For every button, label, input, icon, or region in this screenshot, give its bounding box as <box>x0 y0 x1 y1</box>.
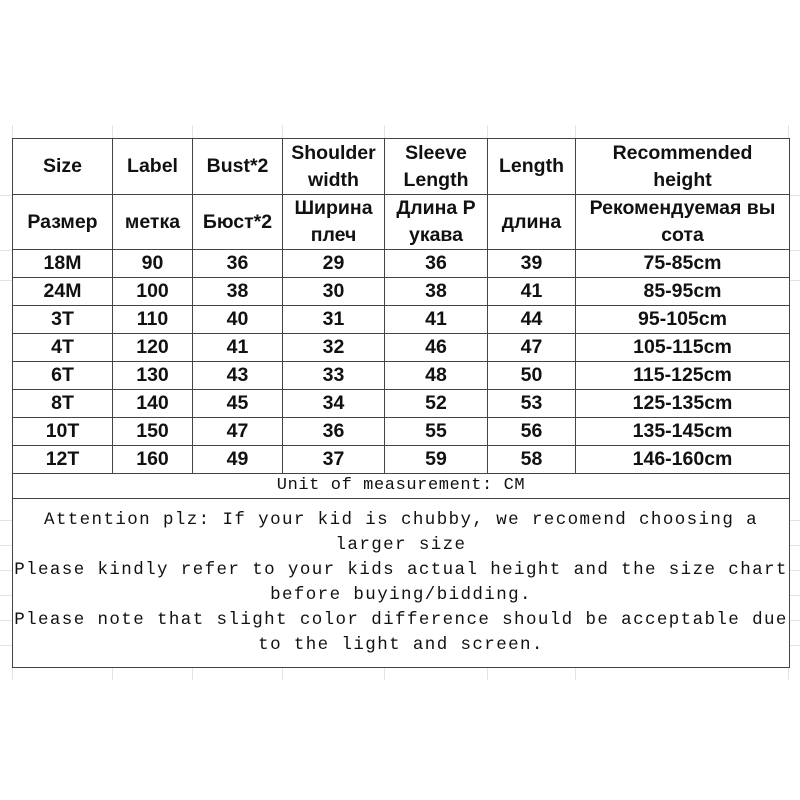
table-cell: 8T <box>13 390 113 418</box>
table-row <box>13 362 790 390</box>
header-sleeve: Sleeve Length <box>385 139 488 195</box>
header-length: Length <box>488 139 576 195</box>
table-cell: 36 <box>283 418 385 446</box>
table-cell: 30 <box>283 278 385 306</box>
table-cell: 140 <box>113 390 193 418</box>
table-cell: 90 <box>113 250 193 278</box>
table-cell: 33 <box>283 362 385 390</box>
header-ru-length: длина <box>488 195 576 250</box>
table-cell: 160 <box>113 446 193 474</box>
unit-row <box>13 474 790 499</box>
table-cell: 110 <box>113 306 193 334</box>
table-cell: 49 <box>193 446 283 474</box>
table-cell: 150 <box>113 418 193 446</box>
table-cell: 46 <box>385 334 488 362</box>
table-cell: 32 <box>283 334 385 362</box>
table-cell: 36 <box>385 250 488 278</box>
header-label: Label <box>113 139 193 195</box>
table-row <box>13 418 790 446</box>
table-cell: 44 <box>488 306 576 334</box>
table-cell: 3T <box>13 306 113 334</box>
header-row-english <box>13 139 790 195</box>
table-cell: 146-160cm <box>576 446 790 474</box>
table-cell: 41 <box>488 278 576 306</box>
header-ru-bust: Бюст*2 <box>193 195 283 250</box>
table-cell: 29 <box>283 250 385 278</box>
note-color: Please note that slight color difference should be acceptable due to the light and screen. <box>14 610 788 655</box>
table-row <box>13 334 790 362</box>
header-row-russian <box>13 195 790 250</box>
header-shoulder: Shoulder width <box>283 139 385 195</box>
table-cell: 105-115cm <box>576 334 790 362</box>
header-height: Recommended height <box>576 139 790 195</box>
table-cell: 47 <box>488 334 576 362</box>
table-cell: 10T <box>13 418 113 446</box>
table-cell: 38 <box>385 278 488 306</box>
table-cell: 95-105cm <box>576 306 790 334</box>
table-cell: 52 <box>385 390 488 418</box>
table-cell: 130 <box>113 362 193 390</box>
table-cell: 34 <box>283 390 385 418</box>
table-cell: 53 <box>488 390 576 418</box>
table-cell: 38 <box>193 278 283 306</box>
table-cell: 45 <box>193 390 283 418</box>
table-cell: 50 <box>488 362 576 390</box>
size-chart-table <box>12 138 790 668</box>
table-cell: 75-85cm <box>576 250 790 278</box>
table-cell: 39 <box>488 250 576 278</box>
table-row <box>13 446 790 474</box>
table-row <box>13 278 790 306</box>
table-cell: 59 <box>385 446 488 474</box>
table-cell: 41 <box>193 334 283 362</box>
header-ru-sleeve: Длина Р укава <box>385 195 488 250</box>
note-height: Please kindly refer to your kids actual height and the size chart before buying/bidding. <box>14 560 788 605</box>
header-bust: Bust*2 <box>193 139 283 195</box>
table-cell: 43 <box>193 362 283 390</box>
table-cell: 120 <box>113 334 193 362</box>
table-cell: 41 <box>385 306 488 334</box>
header-ru-label: метка <box>113 195 193 250</box>
table-cell: 100 <box>113 278 193 306</box>
table-cell: 85-95cm <box>576 278 790 306</box>
table-cell: 18M <box>13 250 113 278</box>
table-cell: 55 <box>385 418 488 446</box>
table-cell: 24M <box>13 278 113 306</box>
table-cell: 115-125cm <box>576 362 790 390</box>
table-cell: 31 <box>283 306 385 334</box>
table-row <box>13 306 790 334</box>
header-ru-size: Размер <box>13 195 113 250</box>
table-cell: 6T <box>13 362 113 390</box>
table-cell: 56 <box>488 418 576 446</box>
table-cell: 36 <box>193 250 283 278</box>
table-cell: 4T <box>13 334 113 362</box>
header-ru-shoulder: Ширина плеч <box>283 195 385 250</box>
table-row <box>13 390 790 418</box>
notes-row <box>13 499 790 668</box>
header-ru-height: Рекомендуемая вы сота <box>576 195 790 250</box>
table-cell: 125-135cm <box>576 390 790 418</box>
table-cell: 135-145cm <box>576 418 790 446</box>
table-cell: 48 <box>385 362 488 390</box>
table-row <box>13 250 790 278</box>
table-cell: 58 <box>488 446 576 474</box>
table-cell: 40 <box>193 306 283 334</box>
notes-cell <box>13 499 790 668</box>
unit-text: Unit of measurement: CM <box>13 474 790 499</box>
table-cell: 37 <box>283 446 385 474</box>
note-chubby: Attention plz: If your kid is chubby, we recomend choosing a larger size <box>43 510 759 555</box>
header-size: Size <box>13 139 113 195</box>
table-cell: 12T <box>13 446 113 474</box>
table-cell: 47 <box>193 418 283 446</box>
